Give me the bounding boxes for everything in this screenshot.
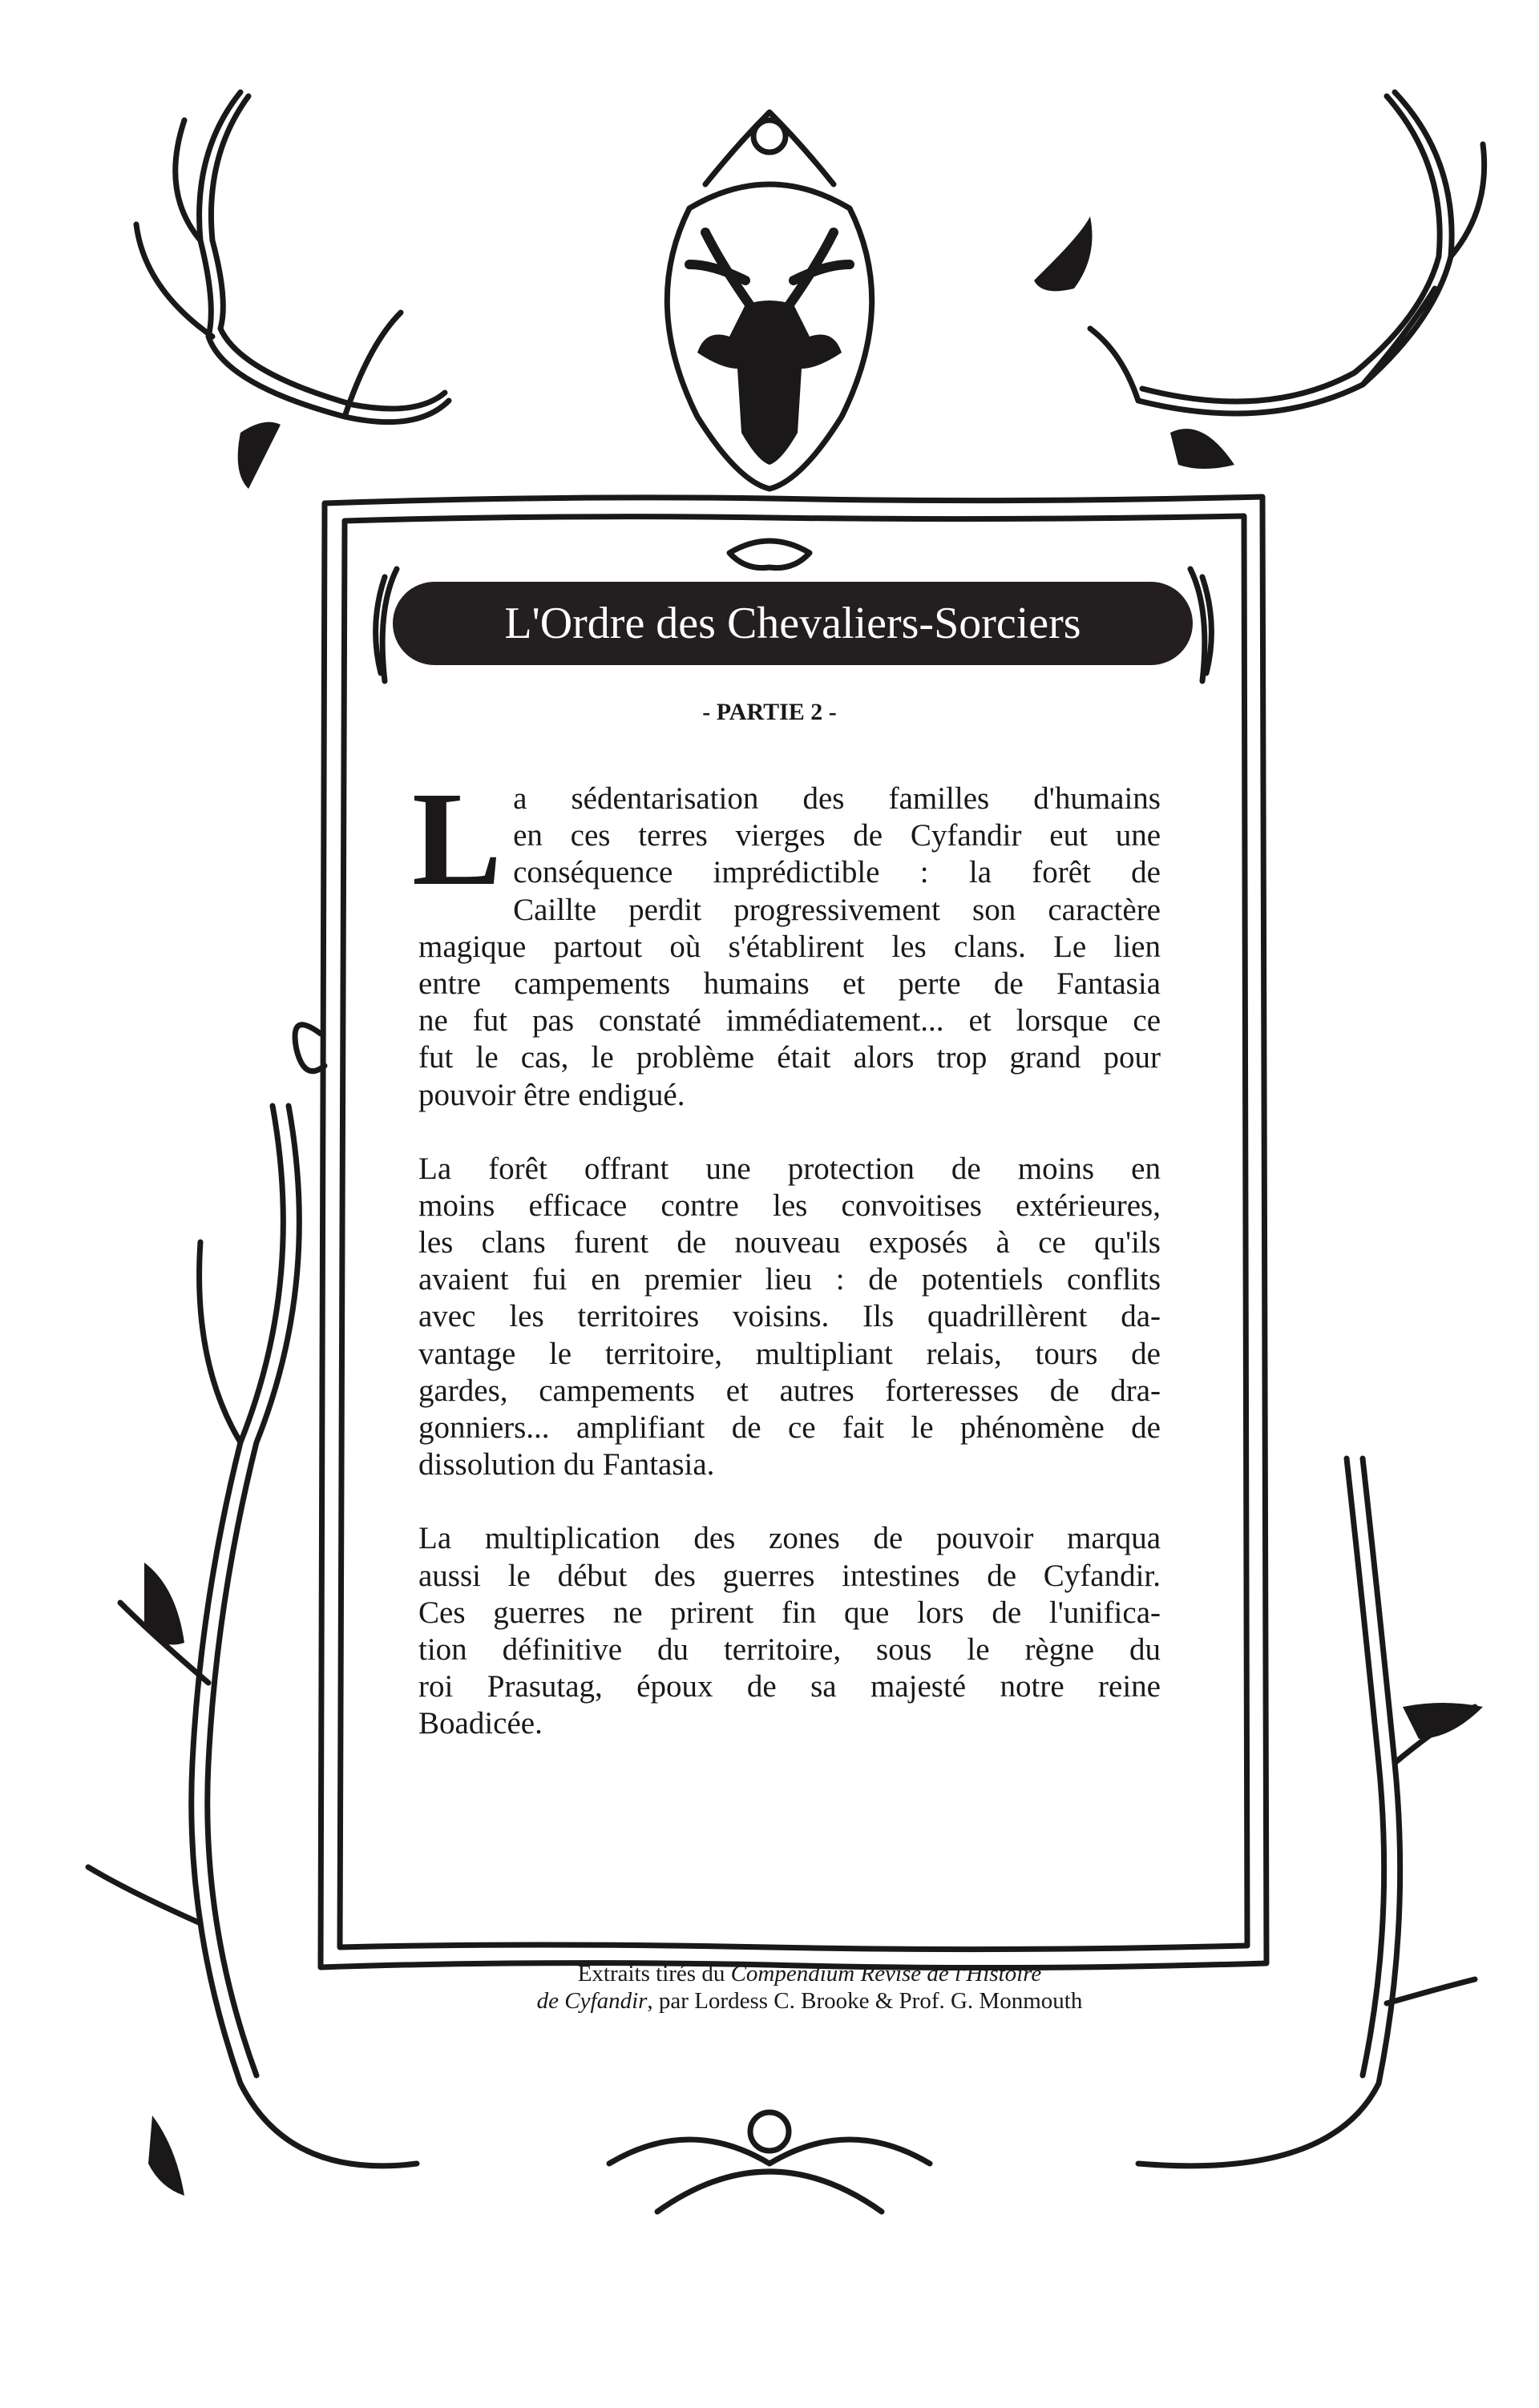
paragraph-2 — [418, 1151, 1161, 1484]
fern-curl-left — [295, 1025, 325, 1071]
text-line: les clans furent de nouveau exposés à ce qu'ils — [418, 1225, 1161, 1260]
text-line: gardes, campements et autres forteresses de dra- — [418, 1373, 1161, 1408]
leaf-icon — [1034, 216, 1093, 291]
text-line: a sédentarisation des familles d'humains — [513, 781, 1161, 816]
text-line: ne fut pas constaté immédiatement... et lorsque ce — [418, 1003, 1161, 1039]
article-body — [412, 764, 1161, 1780]
text-line: avaient fui en premier lieu : de potentiels conflits — [418, 1262, 1161, 1297]
citation-book-title-cont: de Cyfandir — [536, 1988, 648, 2014]
text-line: dissolution du Fantasia. — [418, 1447, 715, 1482]
text-line: entre campements humains et perte de Fantasia — [418, 966, 1161, 1001]
citation-authors: , par Lordess C. Brooke & Prof. G. Monmouth — [647, 1988, 1083, 2014]
leaf-icon — [144, 1563, 184, 1645]
antler-right — [1090, 92, 1484, 413]
banner-flourish-right — [1190, 569, 1211, 681]
text-line: La forêt offrant une protection de moins en — [418, 1151, 1161, 1186]
text-line: Ces guerres ne prirent fin que lors de l'unifica- — [418, 1595, 1161, 1630]
source-citation — [401, 1960, 1218, 2015]
text-line: tion définitive du territoire, sous le règne du — [418, 1632, 1161, 1667]
text-line: avec les territoires voisins. Ils quadrillèrent da- — [418, 1299, 1161, 1334]
text-line: moins efficace contre les convoitises extérieures, — [418, 1188, 1161, 1223]
citation-book-title: Compendium Révisé de l'Histoire — [730, 1961, 1042, 1986]
text-line: Boadicée. — [418, 1706, 543, 1741]
text-line: en ces terres vierges de Cyfandir eut une — [513, 818, 1161, 853]
section-subtitle: - PARTIE 2 - — [702, 699, 837, 725]
leaf-icon — [148, 2116, 184, 2196]
title-banner — [393, 582, 1193, 665]
citation-prefix: Extraits tirés du — [577, 1961, 731, 1986]
moon-emblem-bottom — [750, 2112, 789, 2151]
text-line: roi Prasutag, époux de sa majesté notre reine — [418, 1669, 1161, 1704]
text-line: conséquence imprédictible : la forêt de — [513, 855, 1161, 890]
leaf-icon — [1170, 429, 1234, 469]
moon-emblem-top — [753, 120, 786, 152]
branch-right — [1138, 1458, 1475, 2166]
paragraph-1 — [412, 764, 1161, 1114]
text-line: fut le cas, le problème était alors trop grand pour — [418, 1040, 1161, 1075]
leaf-icon — [1403, 1703, 1483, 1739]
text-line: Caillte perdit progressivement son caractère — [513, 892, 1161, 927]
paragraph-3 — [418, 1520, 1161, 1742]
branch-left — [88, 1106, 417, 2166]
deer-head — [697, 300, 842, 465]
text-line: La multiplication des zones de pouvoir marqua — [418, 1521, 1161, 1556]
text-line: magique partout où s'établirent les clans. Le lien — [418, 929, 1161, 964]
leaf-icon — [238, 422, 281, 489]
antler-left — [136, 92, 449, 422]
text-line: vantage le territoire, multipliant relais, tours de — [418, 1336, 1161, 1371]
text-line: pouvoir être endigué. — [418, 1077, 685, 1112]
page-title: L'Ordre des Chevaliers-Sorciers — [504, 599, 1081, 648]
text-line: gonniers... amplifiant de ce fait le phénomène de — [418, 1410, 1161, 1445]
text-line: aussi le début des guerres intestines de Cyfandir. — [418, 1558, 1161, 1593]
banner-ornament-top — [729, 541, 810, 568]
drop-cap: L — [412, 764, 503, 914]
